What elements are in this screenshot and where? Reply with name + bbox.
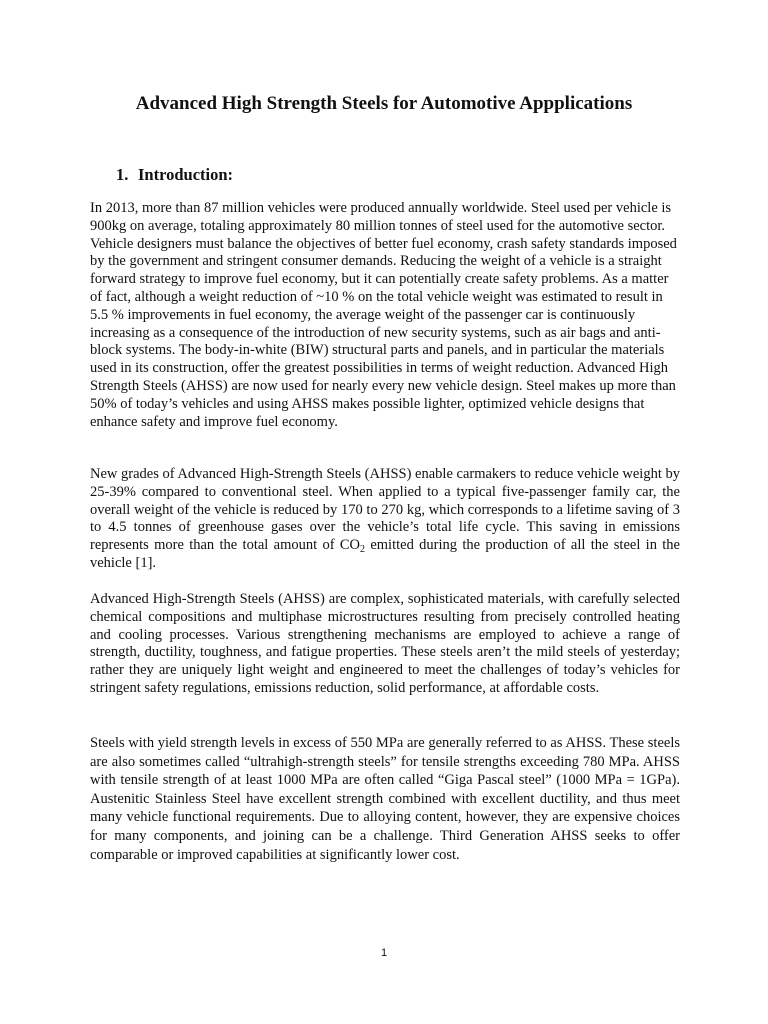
section-heading-text: Introduction: [138,165,234,184]
paragraph-ahss-weight-reduction [90,466,680,573]
section-heading [116,164,233,186]
paragraph-text: New grades of Advanced High-Strength Steels (AHSS) enable carmakers to reduce vehicle weight by 25-39% compared to conventional steel. When applied to a typical five-passenger family car, the overall weight of the vehicle is reduced by 170 to 270 kg, which corresponds to a lifetime saving of 3 to 4.5 tonnes of greenhouse gases over the vehicle’s total life cycle. This saving in emissions represents more than the total amount of CO [90,466,680,554]
document-title: Advanced High Strength Steels for Automotive Appplications [135,93,633,114]
paragraph-intro: In 2013, more than 87 million vehicles were produced annually worldwide. Steel used per vehicle is 900kg on average, totaling approximately 80 million tonnes of steel used for the automotive sector. Vehicle designers must balance the objectives of better fuel economy, crash safety standards imposed by the government and stringent consumer demands. Reducing the weight of a vehicle is a straight forward strategy to improve fuel economy, but it can potentially create safety problems. As a matter of fact, although a weight reduction of ~10 % on the total vehicle weight was estimated to result in 5.5 % improvements in fuel economy, the average weight of the passenger car is continuously increasing as a consequence of the introduction of new security systems, such as air bags and anti-block systems. The body-in-white (BIW) structural parts and panels, and in particular the materials used in its construction, offer the greatest possibilities in terms of weight reduction. Advanced High Strength Steels (AHSS) are now used for nearly every new vehicle design. Steel makes up more than 50% of today’s vehicles and using AHSS makes possible lighter, optimized vehicle designs that enhance safety and improve fuel economy. [90,200,677,430]
paragraph-ahss-materials: Advanced High-Strength Steels (AHSS) are complex, sophisticated materials, with carefully selected chemical compositions and multiphase microstructures resulting from precisely controlled heating and cooling processes. Various strengthening mechanisms are employed to achieve a range of strength, ductility, toughness, and fatigue properties. These steels aren’t the mild steels of yesterday; rather they are uniquely light weight and engineered to meet the challenges of today’s vehicles for stringent safety regulations, emissions reduction, solid performance, at affordable costs. [90,591,680,696]
paragraph-text: emitted during the production of all the steel in the vehicle [1]. [90,537,680,571]
section-number: 1. [116,165,129,184]
co2-subscript: 2 [360,544,366,556]
page-number: 1 [380,947,388,959]
paragraph-yield-strength: Steels with yield strength levels in excess of 550 MPa are generally referred to as AHSS. These steels are also sometimes called “ultrahigh-strength steels” for tensile strengths exceeding 780 MPa. AHSS with tensile strength of at least 1000 MPa are often called “Giga Pascal steel” (1000 MPa = 1GPa). Austenitic Stainless Steel have excellent strength combined with excellent ductility, and thus meet many vehicle functional requirements. Due to alloying content, however, they are expensive choices for many components, and joining can be a challenge. Third Generation AHSS seeks to offer comparable or improved capabilities at significantly lower cost. [90,735,680,863]
